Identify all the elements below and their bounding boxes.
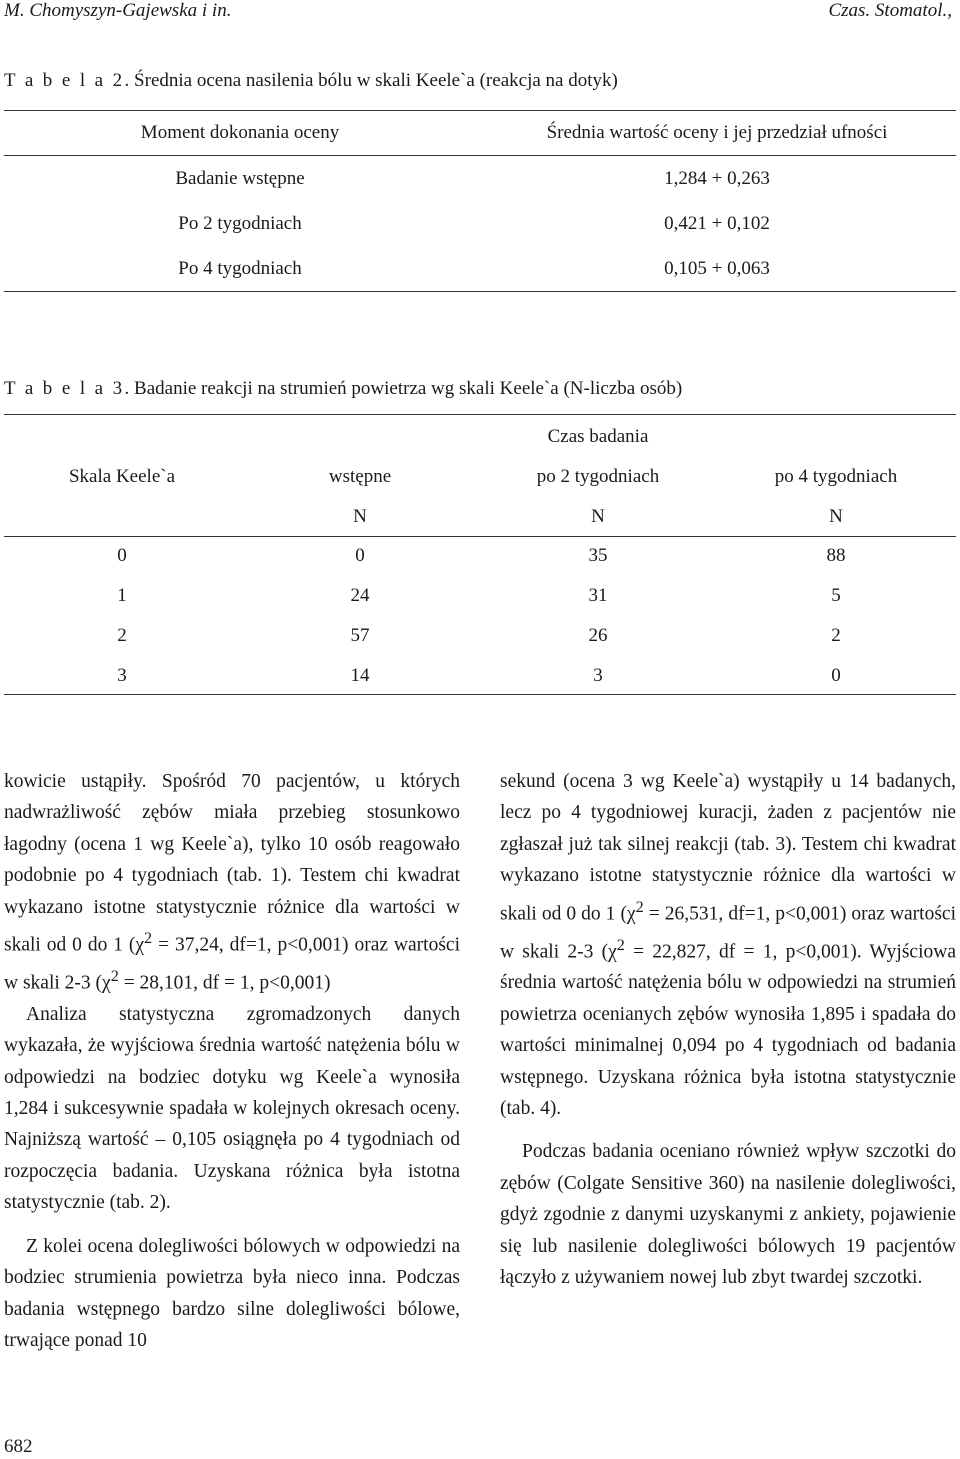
superscript: 2 xyxy=(635,897,644,916)
table3-caption xyxy=(4,378,682,400)
table3-title: . Badanie reakcji na strumień powietrza wg skali Keele`a (N-liczba osób) xyxy=(124,378,683,399)
table3-top-rule xyxy=(4,414,956,415)
table3-cell: 24 xyxy=(350,585,370,606)
table3-cell: 5 xyxy=(831,585,841,606)
table2-header-rule xyxy=(4,155,956,156)
table3-cell: 0 xyxy=(355,545,365,566)
table2-bottom-rule xyxy=(4,291,956,292)
page-number: 682 xyxy=(4,1436,33,1457)
left-column xyxy=(4,766,460,1356)
table2-title: . Średnia ocena nasilenia bólu w skali Keele`a (reakcja na dotyk) xyxy=(124,70,618,91)
text-run: kowicie ustąpiły. Spośród 70 pacjentów, u których nadwrażliwość zębów miała przebieg stosunkowo łagodny (ocena 1 wg Keele`a), tylko 10 osób reagowało podobnie po 4 tygodniach (tab. 1). Testem chi kwadrat wykazano istotne statystycznie różnice dla wartości w skali od 0 do 1 (χ xyxy=(4,771,460,956)
table2-row-value: 0,421 + 0,102 xyxy=(664,213,770,234)
table3-cell: 3 xyxy=(593,665,603,686)
superscript: 2 xyxy=(144,929,153,948)
table2-header-moment: Moment dokonania oceny xyxy=(140,122,340,143)
table3-cell: 2 xyxy=(831,625,841,646)
table2-label: T a b e l a 2 xyxy=(4,70,125,91)
table3-header-scale: Skala Keele`a xyxy=(68,466,176,487)
body-paragraph xyxy=(500,766,956,1124)
table3-cell: 57 xyxy=(350,625,370,646)
table3-group-header: Czas badania xyxy=(547,426,649,447)
table3-header-4weeks: po 4 tygodniach xyxy=(774,466,898,487)
table2-caption xyxy=(4,70,618,92)
table3-bottom-rule xyxy=(4,694,956,695)
table3-header-rule xyxy=(4,536,956,537)
table3-cell: 26 xyxy=(588,625,608,646)
table3-cell: 3 xyxy=(117,665,127,686)
table3-cell: 1 xyxy=(117,585,127,606)
table2-top-rule xyxy=(4,110,956,111)
table3-cell: 35 xyxy=(588,545,608,566)
running-header-authors: M. Chomyszyn-Gajewska i in. xyxy=(4,0,232,21)
table2-row-label: Badanie wstępne xyxy=(175,168,305,189)
superscript: 2 xyxy=(616,935,625,954)
body-paragraph: Analiza statystyczna zgromadzonych danych wykazała, że wyjściowa średnia wartość natężenia bólu w odpowiedzi na bodziec dotyku wg Keele`a wynosiła 1,284 i sukcesywnie spadała w kolejnych okresach oceny. Najniższą wartość – 0,105 osiągnęła po 4 tygodniach od rozpoczęcia badania. Uzyskana różnica była istotna statystycznie (tab. 2). xyxy=(4,1003,460,1214)
body-paragraph: Podczas badania oceniano również wpływ szczotki do zębów (Colgate Sensitive 360) na nasilenie dolegliwości, gdyż zgodnie z danymi uzyskanymi z ankiety, pojawienie się lub nasilenie dolegliwości bólowych 19 pacjentów łączyło z używaniem nowej lub zbyt twardej szczotki. xyxy=(500,1141,956,1289)
text-run: = 37,24, df=1, p<0,001) oraz wartości w skali 2-3 (χ xyxy=(4,934,460,994)
body-paragraph: Z kolei ocena dolegliwości bólowych w odpowiedzi na bodziec strumienia powietrza była nieco inna. Podczas badania wstępnego bardzo silne dolegliwości bólowe, trwające ponad 10 xyxy=(4,1235,460,1351)
table3-cell: 14 xyxy=(350,665,370,686)
table3-header-2weeks: po 2 tygodniach xyxy=(536,466,660,487)
right-column xyxy=(500,766,956,1294)
table2-row-value: 0,105 + 0,063 xyxy=(664,258,770,279)
superscript: 2 xyxy=(110,966,119,985)
table3-cell: 0 xyxy=(117,545,127,566)
table3-cell: 0 xyxy=(831,665,841,686)
table2-row-value: 1,284 + 0,263 xyxy=(664,168,770,189)
text-run: = 28,101, df = 1, p<0,001) xyxy=(118,972,331,994)
text-run: = 26,531, df=1, p<0,001) oraz wartości w skali 2-3 (χ xyxy=(500,903,957,963)
running-header-journal: Czas. Stomatol., xyxy=(828,0,952,21)
table2-header-mean: Średnia wartość oceny i jej przedział ufności xyxy=(546,122,888,143)
table3-subheader-n: N xyxy=(591,506,605,527)
text-run: sekund (ocena 3 wg Keele`a) wystąpiły u 14 badanych, lecz po 4 tygodniowej kuracji, żaden z pacjentów nie zgłaszał już tak silnej reakcji (tab. 3). Testem chi kwadrat wykazano istotne statystycznie różnice dla wartości w skali od 0 do 1 (χ xyxy=(500,771,956,925)
table3-header-initial: wstępne xyxy=(328,466,392,487)
table3-label: T a b e l a 3 xyxy=(4,378,125,399)
table2-row-label: Po 4 tygodniach xyxy=(178,258,302,279)
table3-cell: 88 xyxy=(826,545,846,566)
table3-subheader-n: N xyxy=(353,506,367,527)
text-run: = 22,827, df = 1, p<0,001). Wyjściowa średnia wartość natężenia bólu w odpowiedzi na strumień powietrza ocenianych zębów wynosiła 1,895 i spadała do wartości minimalnej 0,094 po 4 tygodniach od badania wstępnego. Uzyskana różnica była istotna statystycznie (tab. 4). xyxy=(500,941,956,1120)
body-paragraph xyxy=(4,766,460,999)
table3-subheader-n: N xyxy=(829,506,843,527)
table2-row-label: Po 2 tygodniach xyxy=(178,213,302,234)
table3-cell: 31 xyxy=(588,585,608,606)
table3-cell: 2 xyxy=(117,625,127,646)
